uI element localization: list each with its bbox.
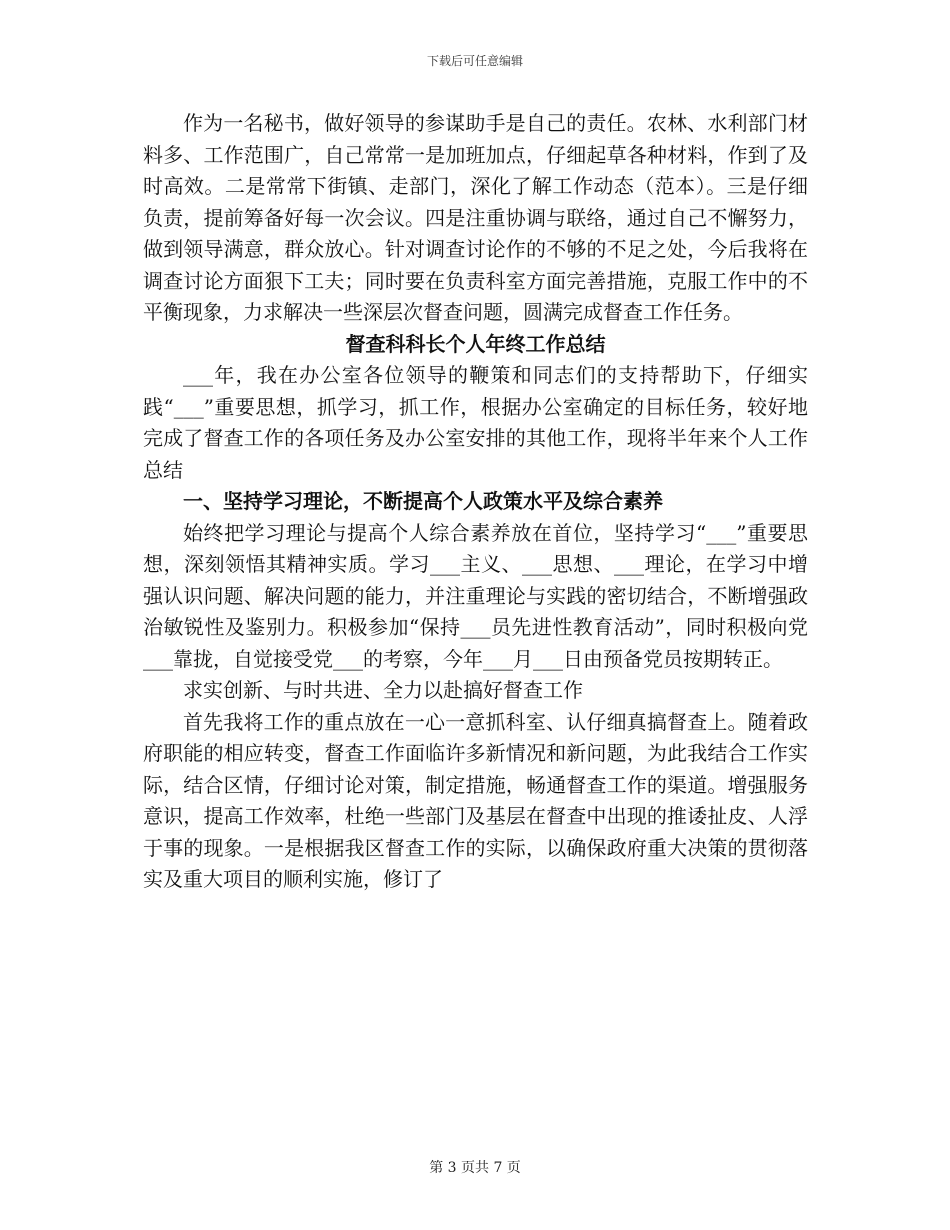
section-heading-2: 求实创新、与时共进、全力以赴搞好督查工作: [183, 678, 583, 702]
document-title: 督查科科长个人年终工作总结: [345, 331, 606, 356]
paragraph-4: 首先我将工作的重点放在一心一意抓科室、认仔细真搞督查上。随着政府职能的相应转变，督查工作面临许多新情况和新问题，为此我结合工作实际，结合区情，仔细讨论对策，制定措施，畅通督查工作的渠道。增强服务意识，提高工作效率，杜绝一些部门及基层在督查中出现的推诿扯皮、人浮于事的现象。一是根据我区督查工作的实际，以确保政府重大决策的贯彻落实及重大项目的顺利实施，修订了: [143, 709, 808, 891]
page-header-note: 下载后可任意编辑: [426, 54, 523, 68]
paragraph-1: 作为一名秘书，做好领导的参谋助手是自己的责任。农林、水利部门材料多、工作范围广，自己常常一是加班加点，仔细起草各种材料，作到了及时高效。二是常常下街镇、走部门，深化了解工作动态（范本）。三是仔细负责，提前筹备好每一次会议。四是注重协调与联络，通过自己不懈努力，做到领导满意，群众放心。针对调查讨论作的不够的不足之处，今后我将在调查讨论方面狠下工夫；同时要在负责科室方面完善措施，克服工作中的不平衡现象，力求解决一些深层次督查问题，圆满完成督查工作任务。: [143, 111, 808, 324]
paragraph-3: 始终把学习理论与提高个人综合素养放在首位，坚持学习“___”重要思想，深刻领悟其精神实质。学习___主义、___思想、___理论，在学习中增强认识问题、解决问题的能力，并注重理论与实践的密切结合，不断增强政治敏锐性及鉴别力。积极参加“保持___员先进性教育活动”，同时积极向党___靠拢，自觉接受党___的考察，今年___月___日由预备党员按期转正。: [143, 520, 808, 671]
section-heading-1: 一、坚持学习理论，不断提高个人政策水平及综合素养: [183, 489, 663, 513]
paragraph-2: ___年，我在办公室各位领导的鞭策和同志们的支持帮助下，仔细实践“___”重要思想，抓学习，抓工作，根据办公室确定的目标任务，较好地完成了督查工作的各项任务及办公室安排的其他工作，现将半年来个人工作总结: [143, 363, 808, 482]
page-number: 第 3 页共 7 页: [429, 1160, 521, 1176]
document-body: [143, 108, 808, 896]
